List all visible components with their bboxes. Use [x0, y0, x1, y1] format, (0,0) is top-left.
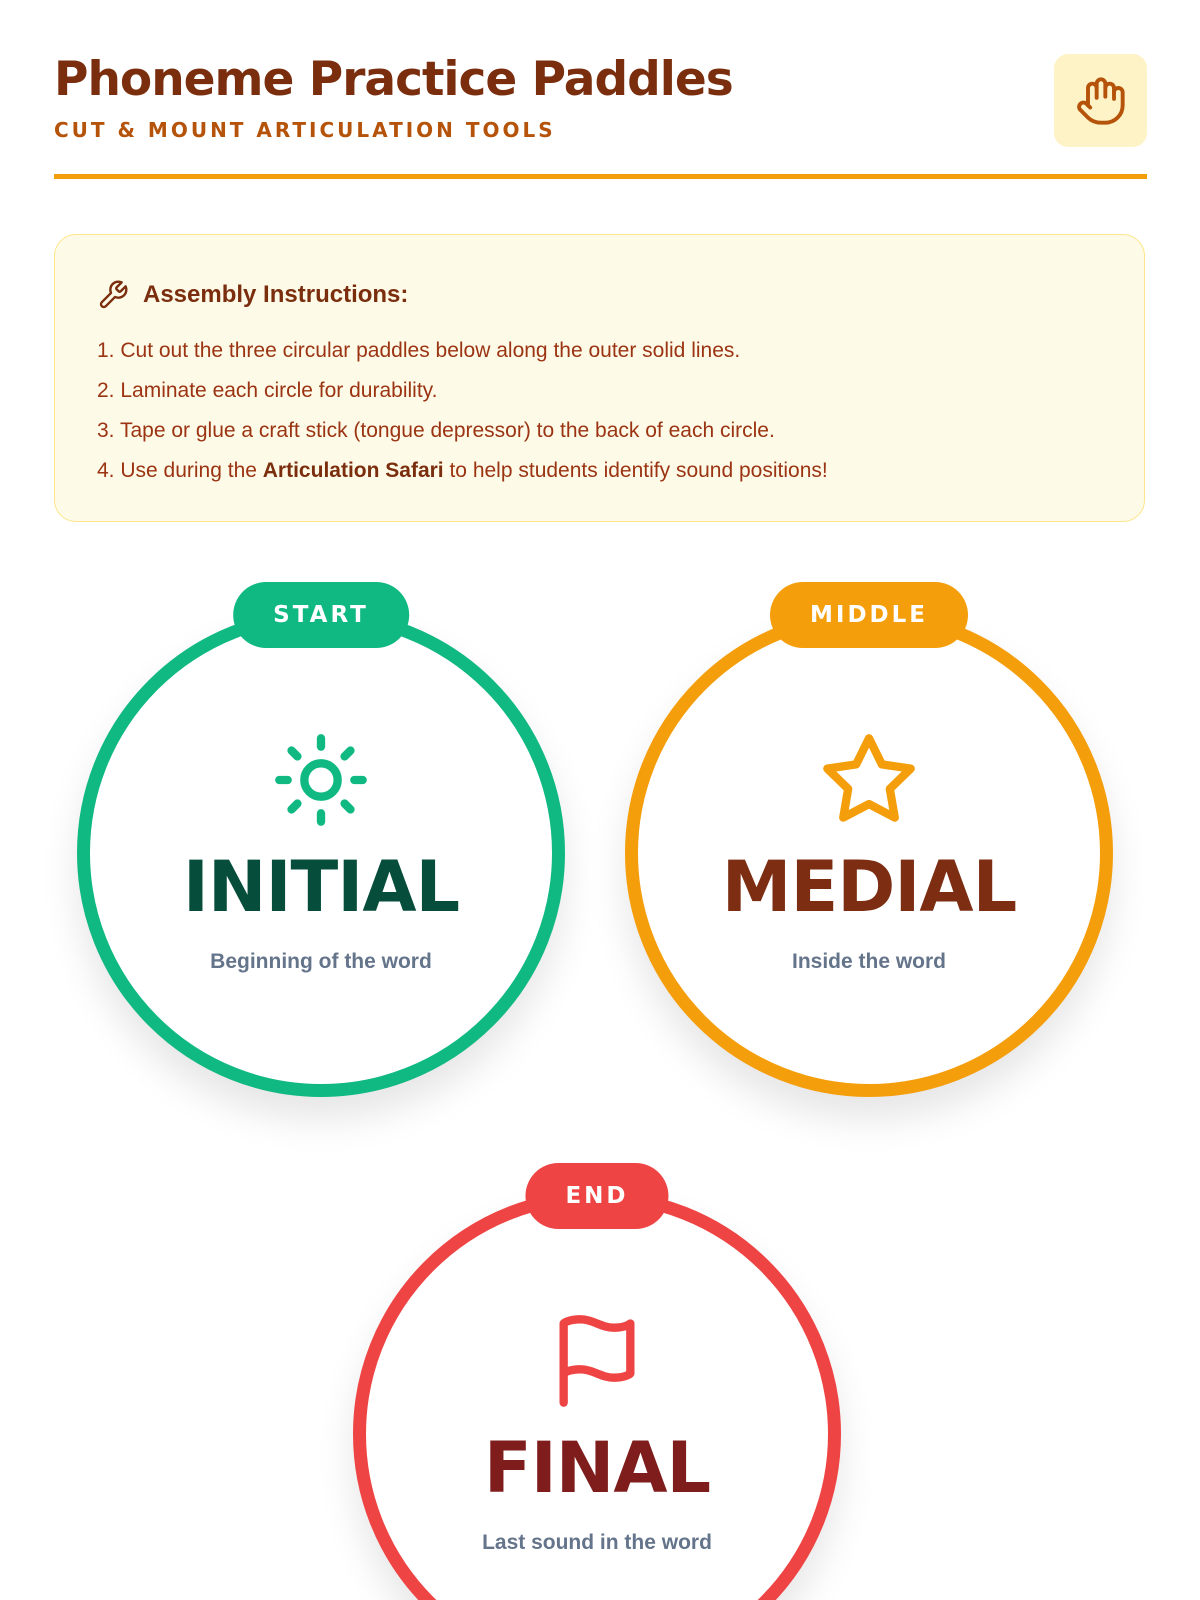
paddle-description: Last sound in the word: [482, 1531, 712, 1554]
page-subtitle: CUT & MOUNT ARTICULATION TOOLS: [54, 118, 556, 142]
paddle-word-final: FINAL: [483, 1427, 711, 1509]
instruction-step: 1. Cut out the three circular paddles below along the outer solid lines.: [97, 339, 741, 362]
instructions-list: [97, 331, 828, 491]
paddle-word-initial: INITIAL: [182, 846, 460, 928]
step-text: 4. Use during the: [97, 459, 263, 482]
flag-icon: [547, 1311, 647, 1411]
assembly-instructions-panel: [54, 234, 1145, 522]
hand-icon: [1075, 75, 1127, 127]
paddle-pill-end: END: [525, 1163, 668, 1229]
instructions-title: Assembly Instructions:: [143, 281, 409, 308]
page-title: Phoneme Practice Paddles: [54, 52, 733, 107]
paddle-word-medial: MEDIAL: [721, 846, 1017, 928]
step-emphasis: Articulation Safari: [262, 459, 444, 482]
paddle-final: [353, 1183, 841, 1600]
paddle-pill-middle: MIDDLE: [770, 582, 968, 648]
instruction-step: [97, 451, 828, 491]
paddle-medial: [625, 602, 1113, 1097]
paddle-pill-start: START: [233, 582, 409, 648]
hand-badge: [1054, 54, 1147, 147]
sun-icon: [271, 730, 371, 830]
paddle-initial: [77, 602, 565, 1097]
instruction-step: 3. Tape or glue a craft stick (tongue depressor) to the back of each circle.: [97, 419, 775, 442]
paddle-description: Beginning of the word: [210, 950, 432, 973]
header-divider: [54, 174, 1147, 179]
instruction-step: 2. Laminate each circle for durability.: [97, 379, 438, 402]
wrench-icon: [97, 279, 129, 311]
star-icon: [819, 730, 919, 830]
paddle-description: Inside the word: [791, 950, 946, 973]
step-text: to help students identify sound positions!: [443, 459, 828, 482]
instructions-heading: [97, 279, 408, 311]
